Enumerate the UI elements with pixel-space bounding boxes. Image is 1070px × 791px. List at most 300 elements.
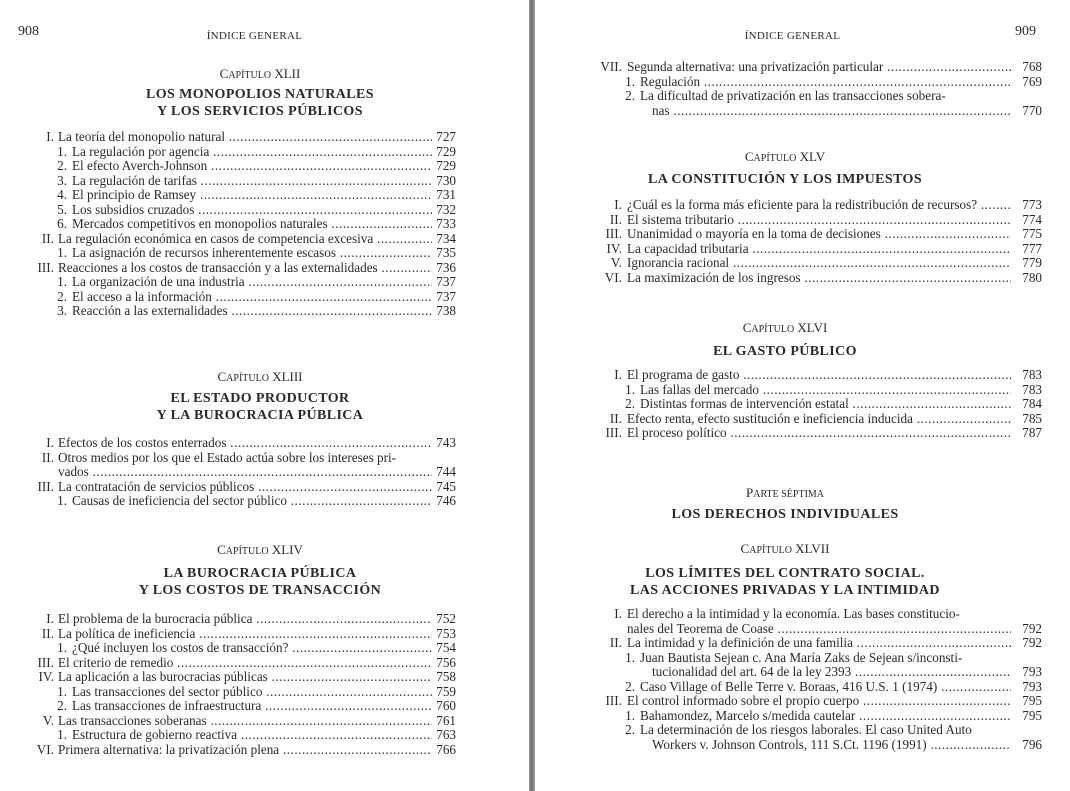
toc-entry-title-text: El problema de la burocracia pública — [58, 612, 253, 626]
toc-entry-page: 752 — [436, 611, 456, 626]
toc-entry-number: I. — [614, 606, 622, 621]
toc-entry-page: 756 — [436, 654, 456, 670]
toc-entry[interactable] — [0, 188, 456, 203]
toc-entry-title-text: Otros medios por los que el Estado actúa sobre los intereses pri- — [58, 450, 397, 465]
toc-entry-page: 777 — [1022, 240, 1042, 256]
toc-entry[interactable] — [535, 198, 1042, 213]
running-head-text: ÍNDICE GENERAL — [744, 30, 841, 42]
toc-entry-title-text: Mercados competitivos en monopolios naturales — [72, 217, 328, 231]
toc-entry-page: 795 — [1022, 707, 1042, 723]
toc-entry-title-text: La dificultad de privatización en las transacciones sobera- — [640, 89, 946, 103]
toc-list — [535, 198, 1042, 285]
chapter-title-line: EL ESTADO PRODUCTOR — [170, 391, 350, 406]
toc-entry-page: 783 — [1022, 367, 1042, 382]
toc-entry-number: 2. — [625, 396, 635, 411]
toc-entry[interactable] — [0, 743, 456, 758]
toc-entry-title — [627, 227, 1011, 242]
toc-entry-number: I. — [614, 197, 622, 212]
chapter-label — [0, 369, 520, 385]
toc-entry-title — [627, 60, 1011, 75]
chapter-title — [0, 390, 520, 424]
toc-entry-title-continued — [627, 622, 1011, 637]
toc-entry-page: 796 — [1022, 736, 1042, 752]
chapter-label-initial: C — [740, 541, 750, 556]
toc-entry-title-continued-text: tucionalidad del art. 64 de la ley 2393 — [652, 665, 852, 679]
toc-entry-title — [627, 368, 1011, 383]
toc-entry[interactable] — [535, 383, 1042, 398]
chapter-title-line: LA BUROCRACIA PÚBLICA — [163, 566, 357, 581]
toc-list — [0, 436, 456, 509]
toc-entry[interactable] — [535, 256, 1042, 271]
toc-entry-number: 1. — [625, 707, 635, 723]
toc-entry-page: 759 — [436, 683, 456, 699]
toc-entry-title — [58, 130, 432, 145]
toc-entry-title — [627, 242, 1011, 257]
toc-entry-title — [58, 436, 432, 451]
toc-entry-number: I. — [46, 129, 54, 144]
toc-entry-title — [72, 174, 432, 189]
toc-entry-title-text: Las transacciones de infraestructura — [72, 699, 262, 713]
toc-entry-title — [72, 728, 432, 743]
toc-entry[interactable] — [0, 290, 456, 305]
toc-entry[interactable] — [0, 145, 456, 160]
toc-entry-number: VII. — [600, 59, 622, 74]
toc-entry-title-text: La organización de una industria — [72, 275, 245, 289]
chapter-number: XLVI — [797, 320, 828, 335]
toc-list — [535, 368, 1042, 441]
toc-entry-number: II. — [41, 625, 54, 641]
toc-entry-number: 2. — [57, 288, 67, 304]
running-head — [535, 30, 1050, 42]
toc-entry[interactable] — [535, 227, 1042, 242]
toc-entry[interactable] — [535, 651, 1042, 680]
toc-entry-page: 758 — [436, 669, 456, 684]
toc-entry[interactable] — [535, 412, 1042, 427]
toc-entry[interactable] — [535, 636, 1042, 651]
toc-entry-title — [72, 203, 432, 218]
toc-entry-number: 1. — [57, 493, 67, 508]
toc-entry-page: 727 — [436, 129, 456, 144]
toc-entry-title-text: Reacciones a los costos de transacción y a las externalidades — [58, 260, 378, 275]
toc-entry-title-text: La regulación económica en casos de competencia excesiva — [58, 231, 374, 246]
toc-entry-title-text: Ignorancia racional — [627, 256, 730, 270]
toc-entry-title-continued — [640, 104, 1011, 119]
toc-entry-title-text: La política de ineficiencia — [58, 626, 196, 641]
toc-entry-page: 792 — [1022, 635, 1042, 650]
toc-entry-number: 1. — [57, 143, 67, 159]
toc-entry-title-text: La intimidad y la definición de una familia — [627, 636, 853, 650]
toc-entry-page: 760 — [436, 698, 456, 713]
toc-entry[interactable] — [535, 723, 1042, 752]
toc-entry-number: III. — [37, 259, 54, 275]
toc-list — [0, 612, 456, 757]
chapter-label-initial: C — [744, 149, 754, 164]
toc-entry[interactable] — [535, 368, 1042, 383]
toc-entry-number: 3. — [57, 303, 67, 318]
toc-list — [0, 130, 456, 319]
chapter-label-initial: C — [219, 66, 229, 81]
toc-entry-title-text: La contratación de servicios públicos — [58, 479, 255, 494]
toc-entry[interactable] — [0, 656, 456, 671]
toc-entry-title-continued-text: nales del Teorema de Coase — [627, 621, 774, 636]
toc-entry-title — [72, 217, 432, 232]
toc-entry[interactable] — [535, 213, 1042, 228]
toc-entry-number: 2. — [57, 158, 67, 173]
chapter-label — [535, 320, 1035, 336]
toc-entry-page: 761 — [436, 712, 456, 728]
toc-entry[interactable] — [535, 242, 1042, 257]
toc-entry-title-text: La regulación por agencia — [72, 144, 210, 159]
toc-entry[interactable] — [0, 714, 456, 729]
toc-list — [535, 60, 1042, 118]
chapter-title-line: LOS MONOPOLIOS NATURALES — [146, 87, 374, 102]
toc-entry-page: 729 — [436, 143, 456, 159]
toc-entry-number: 2. — [625, 722, 635, 737]
toc-entry-number: 1. — [57, 245, 67, 260]
toc-entry-title-text: El efecto Averch-Johnson — [72, 159, 208, 173]
toc-entry-title — [72, 641, 432, 656]
toc-entry-page: 774 — [1022, 211, 1042, 227]
toc-entry[interactable] — [0, 641, 456, 656]
toc-entry-page: 734 — [436, 230, 456, 246]
toc-entry-title — [58, 480, 432, 495]
toc-entry-page: 783 — [1022, 381, 1042, 397]
toc-entry[interactable] — [0, 480, 456, 495]
toc-entry-page: 779 — [1022, 255, 1042, 270]
toc-entry-number: 1. — [625, 73, 635, 89]
part-label-initial: P — [745, 485, 754, 500]
toc-entry-number: II. — [41, 449, 54, 465]
page-number: 908 — [18, 24, 39, 39]
toc-entry[interactable] — [0, 304, 456, 319]
chapter-title — [0, 565, 520, 599]
toc-entry-title — [627, 198, 1011, 213]
toc-entry-title-text: La maximización de los ingresos — [627, 270, 801, 285]
toc-entry-page: 775 — [1022, 226, 1042, 241]
toc-entry-title — [640, 723, 1011, 738]
toc-entry[interactable] — [0, 436, 456, 451]
toc-entry-page: 738 — [436, 303, 456, 318]
chapter-label — [535, 149, 1035, 165]
toc-entry[interactable] — [535, 271, 1042, 286]
toc-entry-title — [72, 685, 432, 700]
toc-entry-page: 785 — [1022, 410, 1042, 426]
toc-entry-number: 2. — [625, 88, 635, 103]
toc-entry-title-text: La capacidad tributaria — [627, 241, 749, 256]
chapter-title — [0, 86, 520, 120]
chapter-label — [0, 66, 520, 82]
toc-entry-page: 792 — [1022, 620, 1042, 636]
toc-entry-page: 736 — [436, 259, 456, 275]
toc-entry-title-text: Los subsidios cruzados — [72, 202, 195, 217]
toc-entry-title-text: La asignación de recursos inherentemente escasos — [72, 246, 337, 260]
toc-entry-title — [58, 670, 432, 685]
toc-entry-title — [72, 699, 432, 714]
toc-entry-title — [627, 412, 1011, 427]
toc-entry-title — [72, 145, 432, 160]
toc-entry[interactable] — [0, 246, 456, 261]
toc-entry-title — [58, 714, 432, 729]
chapter-label-word: APÍTULO — [749, 545, 792, 556]
toc-entry-title — [640, 75, 1011, 90]
toc-entry-page: 737 — [436, 274, 456, 289]
toc-entry-number: 4. — [57, 187, 67, 202]
chapter-label-word: APÍTULO — [226, 373, 269, 384]
toc-list — [535, 607, 1042, 752]
toc-entry-number: III. — [37, 654, 54, 670]
toc-entry-page: 753 — [436, 625, 456, 641]
toc-entry-number: VI. — [36, 741, 54, 757]
toc-entry-page: 763 — [436, 727, 456, 742]
toc-entry-title — [72, 290, 432, 305]
toc-entry-title — [58, 743, 432, 758]
toc-entry-title-text: ¿Qué incluyen los costos de transacción? — [72, 641, 289, 655]
toc-entry-number: VI. — [604, 269, 622, 285]
toc-entry[interactable] — [0, 670, 456, 685]
toc-entry-number: III. — [605, 226, 622, 241]
toc-entry-number: 1. — [625, 381, 635, 397]
toc-entry-title-text: Estructura de gobierno reactiva — [72, 728, 238, 742]
toc-entry-title-text: Segunda alternativa: una privatización particular — [627, 60, 884, 74]
toc-entry-title — [58, 656, 432, 671]
toc-entry-title-text: El programa de gasto — [627, 368, 740, 382]
toc-entry-title-text: Juan Bautista Sejean c. Ana María Zaks de Sejean s/inconsti- — [640, 650, 963, 665]
toc-entry-title — [72, 494, 432, 509]
chapter-title — [535, 343, 1035, 360]
toc-entry-number: 1. — [57, 274, 67, 289]
chapter-number: XLIV — [271, 542, 303, 557]
toc-entry-page: 793 — [1022, 678, 1042, 694]
part-title — [535, 506, 1035, 523]
toc-entry-number: V. — [610, 255, 622, 270]
toc-entry-title — [640, 680, 1011, 695]
chapter-label — [0, 542, 520, 558]
toc-entry[interactable] — [535, 60, 1042, 75]
toc-entry-number: II. — [609, 211, 622, 227]
left-page — [0, 0, 529, 791]
toc-entry-title — [72, 159, 432, 174]
toc-entry-title-text: El derecho a la intimidad y la economía. Las bases constitucio- — [627, 607, 960, 621]
chapter-label-word: APÍTULO — [225, 546, 269, 557]
toc-entry[interactable] — [535, 680, 1042, 695]
toc-entry-title — [640, 383, 1011, 398]
toc-entry-number: 2. — [57, 698, 67, 713]
toc-entry-number: 6. — [57, 216, 67, 231]
toc-entry-title — [72, 275, 432, 290]
toc-entry-page: 732 — [436, 201, 456, 217]
toc-entry[interactable] — [535, 607, 1042, 636]
toc-entry-title-text: Caso Village of Belle Terre v. Boraas, 416 U.S. 1 (1974) — [640, 679, 938, 694]
toc-entry-number: II. — [609, 410, 622, 426]
toc-entry[interactable] — [0, 217, 456, 232]
toc-entry-page: 754 — [436, 640, 456, 655]
chapter-label-initial: C — [742, 320, 752, 335]
page-number: 909 — [1015, 24, 1036, 39]
toc-entry-title-text: La aplicación a las burocracias públicas — [58, 670, 268, 684]
chapter-title-line: LOS LÍMITES DEL CONTRATO SOCIAL. — [645, 566, 925, 581]
toc-entry-number: IV. — [38, 669, 54, 684]
chapter-label-word: APÍTULO — [228, 70, 272, 81]
toc-entry-title — [627, 607, 1011, 622]
toc-entry-title-text: Las fallas del mercado — [640, 382, 759, 397]
toc-entry-number: III. — [605, 425, 622, 440]
toc-entry-number: III. — [605, 693, 622, 708]
toc-entry-title-text: Las transacciones del sector público — [72, 684, 263, 699]
toc-entry-number: I. — [46, 611, 54, 626]
toc-entry-title-text: La regulación de tarifas — [72, 173, 197, 188]
toc-entry-title — [640, 89, 1011, 104]
toc-entry-page: 730 — [436, 172, 456, 188]
toc-entry[interactable] — [0, 685, 456, 700]
chapter-number: XLII — [274, 66, 301, 81]
toc-entry-title-text: Distintas formas de intervención estatal — [640, 397, 849, 411]
chapter-label-initial: C — [217, 369, 227, 384]
toc-entry-title-text: El control informado sobre el propio cuerpo — [627, 694, 860, 708]
toc-entry-title — [72, 246, 432, 261]
toc-entry[interactable] — [0, 451, 456, 480]
toc-entry-title-text: El proceso político — [627, 426, 727, 440]
toc-entry-page: 773 — [1022, 197, 1042, 212]
toc-entry-page: 766 — [436, 741, 456, 757]
chapter-title-line: LA CONSTITUCIÓN Y LOS IMPUESTOS — [647, 172, 923, 187]
toc-entry-title-text: Unanimidad o mayoría en la toma de decisiones — [627, 227, 881, 241]
toc-entry-title-text: El principio de Ramsey — [72, 188, 197, 202]
toc-entry-title-text: Efectos de los costos enterrados — [58, 436, 227, 450]
chapter-title — [535, 171, 1035, 188]
toc-entry[interactable] — [0, 275, 456, 290]
toc-entry-number: 1. — [625, 649, 635, 665]
toc-entry-title — [627, 271, 1011, 286]
chapter-label — [535, 541, 1035, 557]
toc-entry-title — [640, 651, 1011, 666]
chapter-title-line: EL GASTO PÚBLICO — [713, 344, 857, 359]
running-head — [0, 30, 529, 42]
toc-entry-title — [72, 304, 432, 319]
toc-entry-title — [72, 188, 432, 203]
chapter-title — [535, 565, 1035, 599]
toc-entry-title-text: Causas de ineficiencia del sector público — [72, 494, 287, 508]
toc-entry-page: 729 — [436, 158, 456, 173]
toc-entry[interactable] — [0, 203, 456, 218]
toc-entry[interactable] — [535, 694, 1042, 709]
toc-entry-title-text: Regulación — [640, 74, 701, 89]
toc-entry-number: I. — [46, 435, 54, 450]
toc-entry[interactable] — [0, 627, 456, 642]
toc-entry-title — [58, 261, 432, 276]
chapter-label-initial: C — [217, 542, 226, 557]
toc-entry-number: I. — [614, 367, 622, 382]
toc-entry[interactable] — [0, 130, 456, 145]
toc-entry[interactable] — [0, 612, 456, 627]
toc-entry-page: 745 — [436, 478, 456, 494]
toc-entry-title-text: ¿Cuál es la forma más eficiente para la redistribución de recursos? — [627, 198, 978, 212]
chapter-number: XLIII — [272, 369, 303, 384]
part-label — [535, 485, 1035, 501]
chapter-title-line: Y LOS SERVICIOS PÚBLICOS — [157, 104, 363, 119]
toc-entry[interactable] — [0, 261, 456, 276]
toc-entry[interactable] — [535, 397, 1042, 412]
toc-entry-title-text: Reacción a las externalidades — [72, 304, 228, 318]
toc-entry-number: 1. — [57, 727, 67, 742]
toc-entry[interactable] — [535, 75, 1042, 90]
right-page — [535, 0, 1070, 791]
toc-entry-title — [627, 694, 1011, 709]
toc-entry-title-text: El criterio de remedio — [58, 655, 174, 670]
toc-entry-title-text: Primera alternativa: la privatización plena — [58, 742, 280, 757]
toc-entry-title-continued-text: vados — [58, 465, 89, 479]
toc-entry-number: 1. — [57, 640, 67, 655]
toc-entry-number: III. — [37, 478, 54, 494]
toc-entry-page: 743 — [436, 435, 456, 450]
toc-entry-number: 3. — [57, 172, 67, 188]
toc-entry[interactable] — [0, 159, 456, 174]
part-title-line: LOS DERECHOS INDIVIDUALES — [671, 507, 899, 522]
toc-entry[interactable] — [535, 89, 1042, 118]
toc-entry-number: 5. — [57, 201, 67, 217]
toc-entry-title — [640, 709, 1011, 724]
toc-entry[interactable] — [0, 174, 456, 189]
toc-entry[interactable] — [0, 728, 456, 743]
toc-entry-title — [627, 256, 1011, 271]
toc-entry-page: 731 — [436, 187, 456, 202]
toc-entry-page: 733 — [436, 216, 456, 231]
toc-entry-title-text: Bahamondez, Marcelo s/medida cautelar — [640, 708, 856, 723]
toc-entry-page: 770 — [1022, 102, 1042, 118]
toc-entry-title-continued-text: Workers v. Johnson Controls, 111 S.Ct. 1196 (1991) — [652, 737, 927, 752]
toc-entry-number: 1. — [57, 683, 67, 699]
chapter-title-line: Y LOS COSTOS DE TRANSACCIÓN — [138, 583, 382, 598]
toc-entry[interactable] — [0, 494, 456, 509]
toc-entry[interactable] — [0, 699, 456, 714]
toc-entry-title-text: Las transacciones soberanas — [58, 713, 207, 728]
toc-entry-title — [58, 612, 432, 627]
toc-entry-title-continued-text: nas — [652, 103, 670, 118]
toc-entry-title-continued — [640, 738, 1011, 753]
toc-entry-title — [640, 397, 1011, 412]
toc-entry-page: 784 — [1022, 396, 1042, 411]
toc-entry[interactable] — [0, 232, 456, 247]
toc-entry-page: 780 — [1022, 269, 1042, 285]
toc-entry-page: 735 — [436, 245, 456, 260]
toc-entry-number: V. — [42, 712, 54, 728]
toc-entry-page: 787 — [1022, 425, 1042, 440]
toc-entry-title-text: La teoría del monopolio natural — [58, 130, 225, 144]
chapter-label-word: APÍTULO — [751, 324, 795, 335]
toc-entry-number: 2. — [625, 678, 635, 694]
toc-entry-number: II. — [41, 230, 54, 246]
toc-entry-page: 793 — [1022, 664, 1042, 679]
toc-entry-page: 769 — [1022, 73, 1042, 89]
toc-entry-page: 795 — [1022, 693, 1042, 708]
chapter-title-line: Y LA BUROCRACIA PÚBLICA — [156, 408, 364, 423]
toc-entry-title-continued — [58, 465, 432, 480]
toc-entry-number: II. — [609, 635, 622, 650]
toc-entry-title — [627, 636, 1011, 651]
toc-entry-title-text: Efecto renta, efecto sustitución e ineficiencia inducida — [627, 411, 913, 426]
toc-entry-title-text: El acceso a la información — [72, 289, 212, 304]
toc-entry-title-text: El sistema tributario — [627, 212, 734, 227]
toc-entry-page: 744 — [436, 464, 456, 479]
toc-entry[interactable] — [535, 709, 1042, 724]
toc-entry-page: 768 — [1022, 59, 1042, 74]
toc-entry[interactable] — [535, 426, 1042, 441]
toc-entry-title — [627, 213, 1011, 228]
toc-entry-title-continued — [640, 665, 1011, 680]
toc-entry-title-text: La determinación de los riesgos laborales. El caso United Auto — [640, 723, 972, 737]
part-label-word: ARTE SÉPTIMA — [753, 489, 825, 500]
toc-entry-title — [627, 426, 1011, 441]
chapter-number: XLV — [799, 149, 826, 164]
